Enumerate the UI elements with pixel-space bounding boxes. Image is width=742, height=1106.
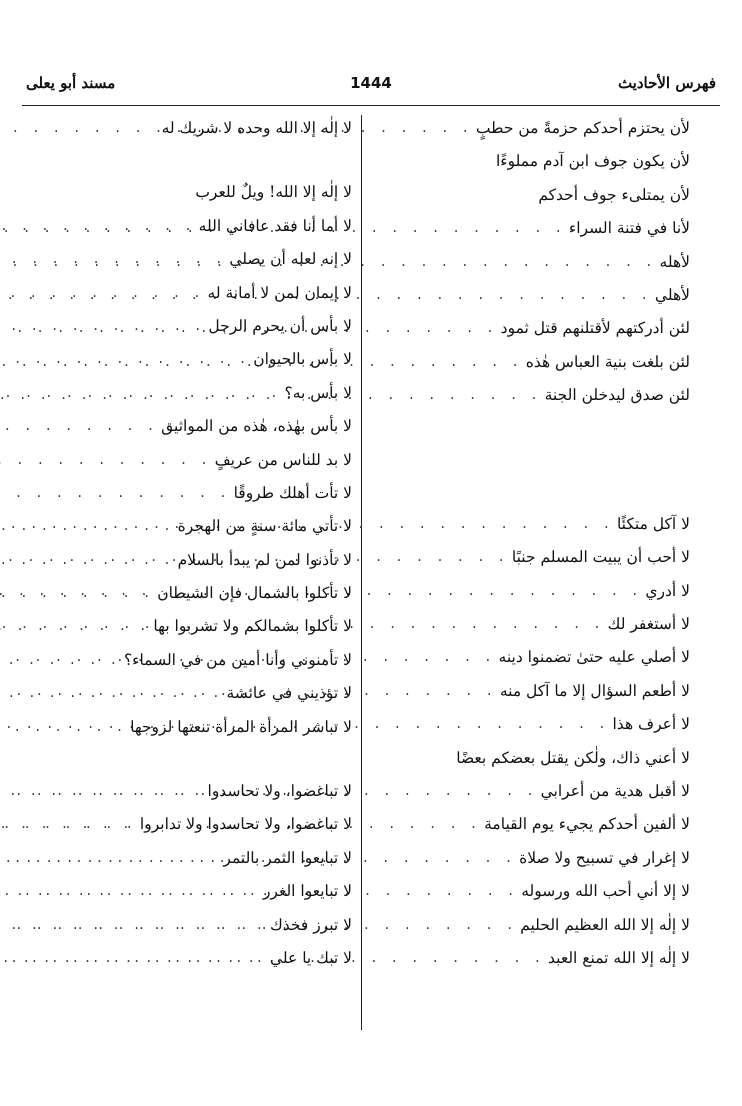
index-entry: [364, 775, 690, 808]
running-title: فهرس الأحاديث: [617, 74, 716, 92]
index-entry: [364, 508, 690, 541]
index-entry: [364, 641, 690, 674]
index-entry-continuation: [364, 446, 690, 477]
index-entry: [364, 145, 690, 178]
index-entry: [26, 942, 352, 975]
page-header: [26, 74, 716, 100]
hadith-text: لا إلا أني أحب الله ورسوله: [521, 882, 690, 901]
hadith-text: لا تبايعوا الثمر بالتمر: [223, 848, 352, 867]
hadith-text: لا تأذنوا لمن لم يبدأ بالسلام: [177, 550, 352, 569]
hadith-text: لا آكل متكئًا: [616, 514, 690, 533]
index-entry: [364, 541, 690, 574]
hadith-text: لا أستغفر لك: [607, 615, 690, 634]
leader-dots: [0, 842, 223, 875]
hadith-text: لأهلي: [654, 285, 690, 304]
index-entry: [26, 410, 352, 443]
index-entry: [26, 243, 352, 276]
index-entry: [364, 842, 690, 875]
hadith-text: لا تبرز فخذك: [269, 915, 352, 934]
hadith-text: لا تبايعوا الغرر: [262, 882, 352, 901]
index-entry: [26, 909, 352, 942]
hadith-text: لا تأت أهلك طروقًا: [233, 483, 352, 502]
index-entry: [26, 112, 352, 145]
leader-dots: [0, 410, 161, 443]
leader-dots: [0, 644, 124, 677]
index-entry: [364, 575, 690, 608]
hadith-text: لا أصلي عليه حتىٰ تضمنوا دينه: [498, 648, 690, 667]
leader-dots: [0, 477, 234, 510]
hadith-text: لا تؤذيني في عائشة: [226, 684, 352, 703]
leader-dots: [0, 243, 229, 276]
index-entry: [26, 477, 352, 510]
index-column-left: [26, 112, 352, 975]
index-entry: [26, 577, 352, 610]
index-entry: [364, 112, 690, 145]
index-entry-continuation: [364, 477, 690, 508]
index-entry: [26, 176, 352, 209]
hadith-text: لا أعني ذاك، ولٰكن يقتل بعضكم بعضًا: [456, 748, 690, 767]
index-entry: [26, 644, 352, 677]
hadith-text: لا إلٰه إلا الله وحده لا شريك له: [161, 119, 352, 137]
book-title: مسند أبو يعلى: [26, 74, 116, 92]
hadith-text: لا إلٰه إلا الله! ويلٌ للعرب: [195, 183, 352, 202]
index-entry: [26, 842, 352, 875]
index-entry: [364, 708, 690, 741]
leader-dots: [0, 310, 208, 343]
hadith-text: لا أدري: [645, 581, 690, 600]
hadith-text: لأهله: [659, 252, 690, 271]
index-entry: [364, 279, 690, 312]
index-entry: [26, 610, 352, 643]
index-entry: [364, 346, 690, 379]
index-entry: [26, 711, 352, 744]
hadith-text: لا تأكلوا بشمالكم ولا تشربوا بها: [153, 617, 352, 636]
leader-dots: [0, 610, 153, 643]
index-entry: [364, 212, 690, 245]
index-entry: [26, 377, 352, 410]
index-entry: [364, 179, 690, 212]
hadith-text: لا إنه لعله أن يصلي: [229, 250, 352, 269]
index-entry: [26, 544, 352, 577]
index-entry: [26, 310, 352, 343]
index-entry: [364, 742, 690, 775]
leader-dots: [0, 444, 215, 477]
hadith-text: لا إيمان لمن لا أمانة له: [207, 283, 352, 302]
hadith-text: لا تبك يا علي: [269, 948, 352, 967]
index-column-right: [364, 112, 690, 975]
index-entry: [26, 677, 352, 710]
index-entry: [364, 608, 690, 641]
leader-dots: [0, 942, 270, 975]
hadith-text: لا إغرار في تسبيح ولا صلاة: [519, 848, 690, 867]
index-entry: [364, 312, 690, 345]
index-entry: [26, 875, 352, 908]
leader-dots: [0, 711, 130, 744]
leader-dots: [0, 677, 226, 710]
leader-dots: [0, 510, 178, 543]
hadith-text: لا بأس بالحيوان: [253, 350, 352, 369]
index-entry: [26, 343, 352, 376]
leader-dots: [0, 544, 178, 577]
index-entry: [364, 875, 690, 908]
hadith-text: لا إلٰه إلا الله العظيم الحليم: [520, 915, 690, 934]
hadith-text: لا أعرف هذا: [612, 715, 690, 734]
hadith-text: لا أما أنا فقد عافاني الله: [198, 216, 352, 235]
leader-dots: [0, 277, 208, 310]
hadith-text: لا تأتي مائة سنةٍ من الهجرة: [177, 517, 352, 536]
leader-dots: [0, 577, 157, 610]
header-rule: [22, 105, 720, 106]
index-entry: [364, 808, 690, 841]
hadith-text: لا تباشر المرأة المرأة تنعتها لزوجها: [130, 717, 352, 736]
leader-dots: [0, 909, 270, 942]
index-entry-continuation: [26, 744, 352, 775]
hadith-text: لا تباغضوا، ولا تحاسدوا: [207, 782, 352, 801]
leader-dots: [0, 343, 253, 376]
hadith-text: لأن يكون جوف ابن آدم مملوءًا: [496, 152, 690, 171]
hadith-text: لا أقبل هدية من أعرابي: [540, 782, 690, 801]
hadith-text: لأن يمتلىء جوف أحدكم: [538, 185, 690, 204]
hadith-text: لا بأس بهٰذه، هٰذه من المواثيق: [161, 417, 352, 436]
leader-dots: [0, 377, 284, 410]
hadith-text: لأنا في فتنة السراء: [568, 219, 690, 238]
index-entry: [364, 909, 690, 942]
leader-dots: [0, 775, 208, 808]
hadith-text: لأن يحتزم أحدكم حزمةً من حطبٍ: [475, 119, 690, 137]
hadith-text: لا بأس به؟: [284, 383, 352, 402]
leader-dots: [0, 875, 263, 908]
index-entry: [364, 379, 690, 412]
hadith-text: لا تباغضوا، ولا تحاسدوا ولا تدابروا: [139, 815, 352, 834]
leader-dots: [0, 210, 199, 243]
index-entry: [26, 775, 352, 808]
index-entry: [26, 510, 352, 543]
hadith-text: لا أطعم السؤال إلا ما آكل منه: [499, 681, 690, 700]
hadith-text: لا إلٰه إلا الله تمنع العبد: [548, 948, 690, 967]
hadith-text: لا ألفين أحدكم يجيء يوم القيامة: [484, 815, 690, 834]
hadith-text: لا بأس أن يحرم الرجل: [208, 316, 352, 335]
index-entry: [26, 808, 352, 841]
index-entry-continuation: [26, 145, 352, 176]
index-entry: [364, 942, 690, 975]
hadith-text: لا بد للناس من عريفٍ: [214, 450, 352, 469]
hadith-text: لا تأكلوا بالشمال فإن الشيطان: [157, 584, 352, 603]
index-entry: [364, 675, 690, 708]
index-entry: [26, 210, 352, 243]
hadith-text: لئن صدق ليدخلن الجنة: [544, 386, 690, 405]
hadith-text: لا أحب أن يبيت المسلم جنبًا: [511, 548, 690, 567]
hadith-text: لا تأمنوني وأنا أمين من في السماء؟: [123, 650, 352, 669]
leader-dots: [0, 808, 140, 841]
index-entry: [364, 413, 690, 446]
hadith-text: لئن بلغت بنية العباس هٰذه: [525, 352, 690, 371]
index-entry: [26, 277, 352, 310]
hadith-text: لئن أدركتهم لأقتلنهم قتل ثمود: [500, 319, 690, 338]
page-number: 1444: [350, 74, 392, 92]
index-entry: [26, 444, 352, 477]
index-entry: [364, 246, 690, 279]
